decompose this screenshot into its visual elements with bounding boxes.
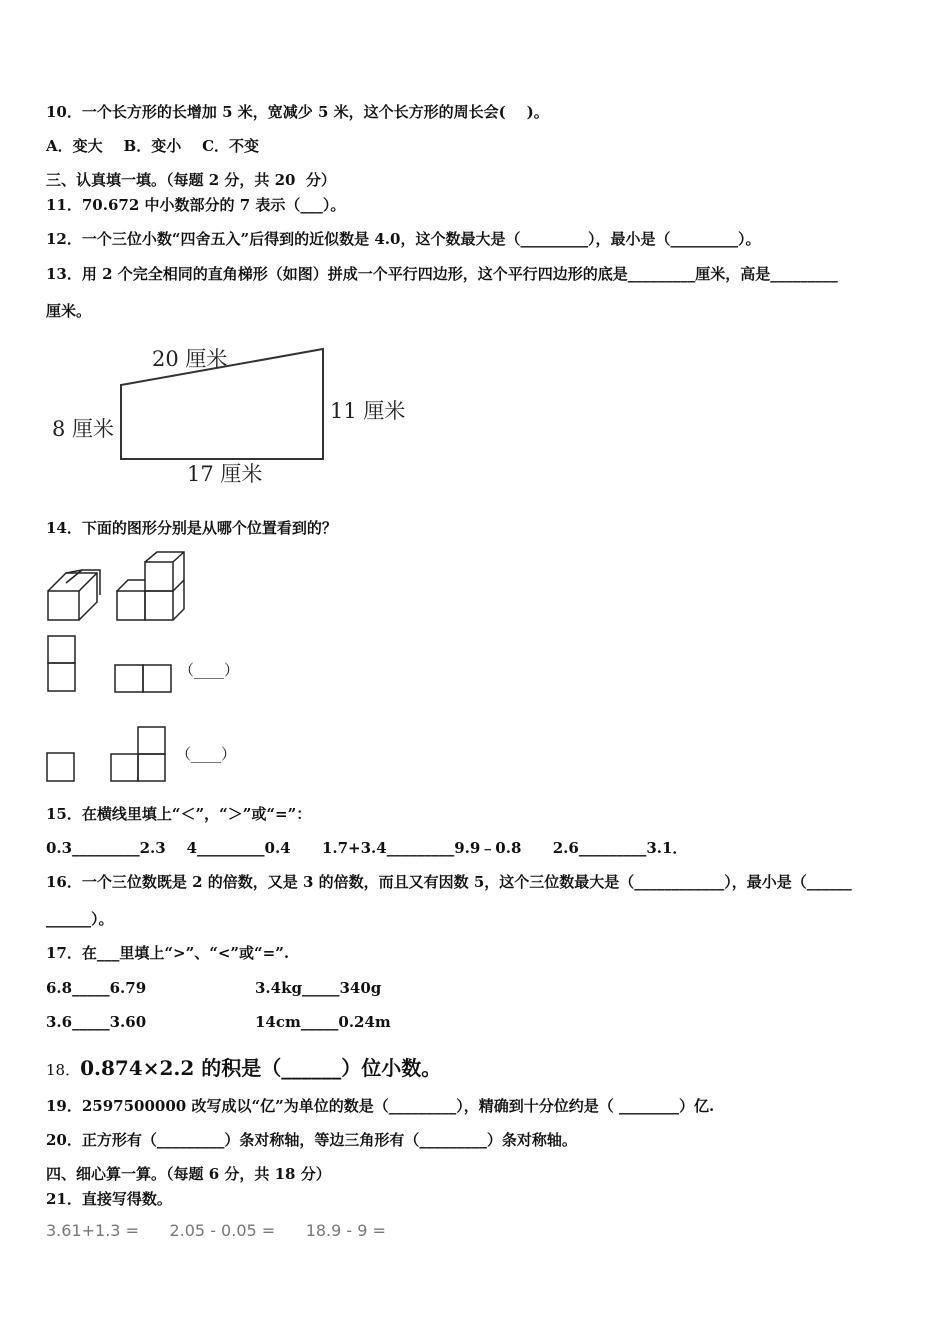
view-two-stacked-squares [44, 634, 76, 694]
question-21-calculations: 3.61+1.3 = 2.05 - 0.05 = 18.9 - 9 = [46, 1221, 386, 1240]
view-two-side-squares [112, 662, 174, 694]
question-17-r2c2: 14cm_____0.24m [255, 1013, 391, 1031]
cube-views-3d [44, 550, 194, 622]
trapezoid-left-label: 8 厘米 [52, 417, 115, 441]
question-14-blank-1: （____） [179, 661, 240, 679]
question-17: 17．在___里填上“>”、“<”或“=”. [46, 944, 290, 962]
question-20: 20．正方形有（_________）条对称轴，等边三角形有（_________）条对称轴。 [46, 1131, 577, 1149]
question-16-line2: ______）。 [46, 910, 114, 928]
question-19: 19．2597500000 改写成以“亿”为单位的数是（_________），精确到十分位约是（ ________）亿. [46, 1097, 715, 1115]
question-17-r1c1: 6.8_____6.79 [46, 979, 147, 997]
trapezoid-bottom-label: 17 厘米 [187, 462, 263, 486]
trapezoid-top-label: 20 厘米 [152, 347, 228, 371]
question-10-options: A．变大 B．变小 C．不变 [46, 137, 260, 155]
question-10: 10．一个长方形的长增加 5 米，宽减少 5 米，这个长方形的周长会( )。 [46, 103, 549, 121]
trapezoid-figure [40, 336, 420, 496]
question-13-line2: 厘米。 [46, 302, 92, 320]
trapezoid-right-label: 11 厘米 [330, 399, 406, 423]
view-single-square [44, 750, 76, 784]
question-14-blank-2: （____） [176, 745, 237, 763]
question-18-text: 0.874×2.2 的积是（______）位小数。 [80, 1056, 442, 1080]
question-17-r1c2: 3.4kg_____340g [255, 979, 382, 997]
section-3-heading: 三、认真填一填。（每题 2 分，共 20 分） [46, 171, 336, 189]
view-l-shape-squares [108, 724, 168, 784]
question-18 [46, 1055, 441, 1083]
question-16-line1: 16．一个三位数既是 2 的倍数，又是 3 的倍数，而且又有因数 5，这个三位数最大是（____________），最小是（______ [46, 873, 852, 891]
section-4-heading: 四、细心算一算。（每题 6 分，共 18 分） [46, 1165, 331, 1183]
question-17-r2c1: 3.6_____3.60 [46, 1013, 147, 1031]
question-13-line1: 13．用 2 个完全相同的直角梯形（如图）拼成一个平行四边形，这个平行四边形的底是_________厘米，高是_________ [46, 265, 838, 283]
question-21: 21．直接写得数。 [46, 1190, 172, 1208]
question-15-items: 0.3_________2.3 4_________0.4 1.7+3.4_________9.9﹣0.8 2.6_________3.1． [46, 839, 688, 857]
question-11: 11．70.672 中小数部分的 7 表示（___）。 [46, 196, 346, 214]
question-15: 15．在横线里填上“＜”，“＞”或“=”： [46, 805, 312, 823]
question-14: 14．下面的图形分别是从哪个位置看到的？ [46, 519, 337, 537]
question-18-number: 18． [46, 1061, 81, 1079]
question-12: 12．一个三位小数“四舍五入”后得到的近似数是 4.0，这个数最大是（_________），最小是（_________）。 [46, 230, 761, 248]
